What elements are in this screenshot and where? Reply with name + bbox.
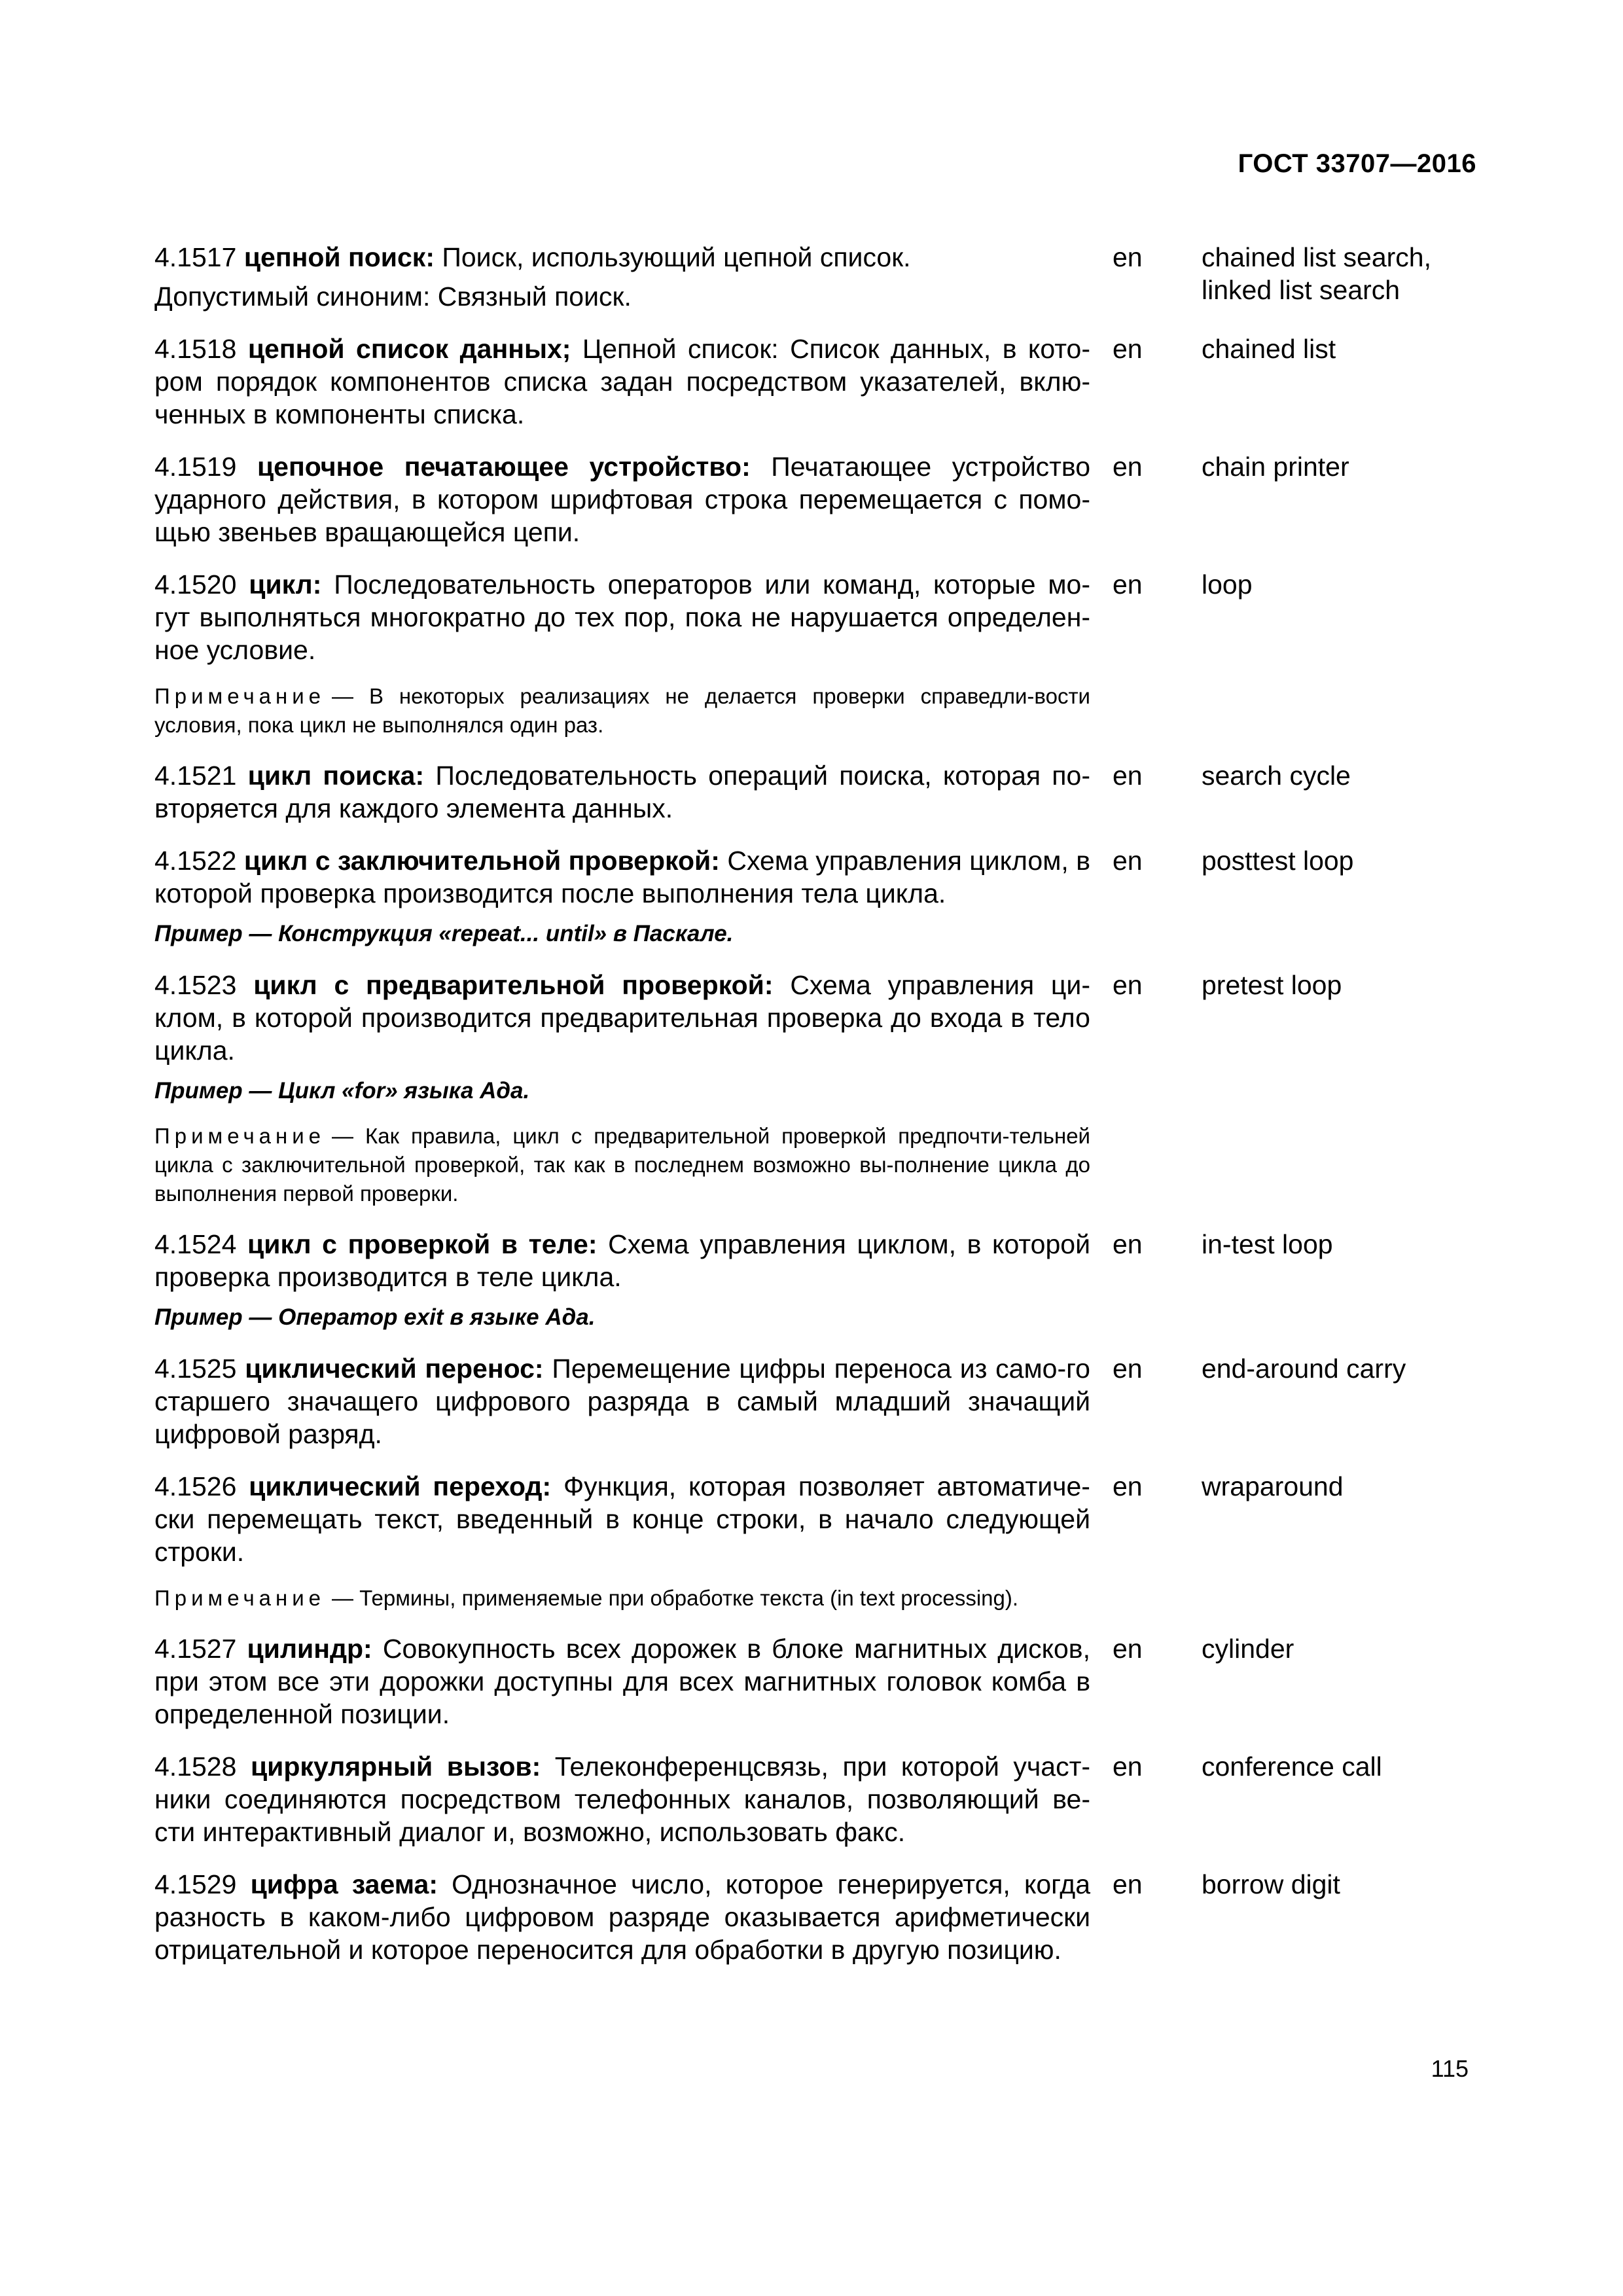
english-equivalent: chain printer [1202, 452, 1349, 482]
term-example: Пример — Цикл «for» языка Ада. [154, 1078, 530, 1103]
language-code: en [1113, 452, 1143, 482]
term-definition: Схема управления ци-клом, в которой производится предварительная проверка до входа в тело цикла. [154, 970, 1090, 1066]
language-code: en [1113, 1229, 1143, 1259]
language-code: en [1113, 1634, 1143, 1664]
term-name: цикл с заключительной проверкой: [243, 846, 720, 876]
term-note [154, 1122, 1090, 1208]
term-example: Пример — Конструкция «repeat... until» в Паскале. [154, 921, 734, 946]
term-definition: Поиск, использующий цепной список. [442, 242, 911, 272]
english-equivalent: wraparound [1202, 1471, 1344, 1501]
term-number: 4.1525 [154, 1354, 237, 1384]
term-paragraph [154, 969, 1090, 1067]
term-number: 4.1528 [154, 1751, 237, 1782]
russian-column [154, 1228, 1090, 1333]
term-name: циркулярный вызов: [250, 1751, 541, 1782]
term-entry [154, 969, 1489, 1208]
term-name: цикл с предварительной проверкой: [253, 970, 774, 1000]
note-text: — Термины, применяемые при обработке текста (in text processing). [332, 1586, 1019, 1610]
term-synonym: Допустимый синоним: Связный поиск. [154, 281, 632, 312]
term-example: Пример — Оператор exit в языке Ада. [154, 1304, 596, 1330]
term-number: 4.1517 [154, 242, 237, 272]
russian-column [154, 450, 1090, 548]
term-entry [154, 241, 1489, 313]
term-paragraph [154, 450, 1090, 548]
language-code: en [1113, 1354, 1143, 1384]
term-entry [154, 1868, 1489, 1966]
term-paragraph [154, 844, 1090, 910]
term-definition: Цепной список: Список данных, в кото-ром порядок компонентов списка задан посредством указателей, вклю-ченных в компоненты списка. [154, 334, 1090, 429]
term-name: цепочное печатающее устройство: [257, 452, 751, 482]
term-number: 4.1520 [154, 569, 237, 600]
language-code: en [1113, 1869, 1143, 1899]
english-equivalent: pretest loop [1202, 970, 1342, 1000]
term-definition: Схема управления циклом, в которой проверка производится в теле цикла. [154, 1229, 1090, 1292]
english-equivalent: loop [1202, 569, 1253, 600]
term-number: 4.1529 [154, 1869, 237, 1899]
term-paragraph [154, 568, 1090, 666]
russian-column [154, 1750, 1090, 1848]
russian-column [154, 1470, 1090, 1613]
term-entry [154, 844, 1489, 949]
english-equivalent: chained list [1202, 334, 1336, 364]
note-label: Примечание [154, 1586, 326, 1610]
term-paragraph [154, 1868, 1090, 1966]
language-code: en [1113, 242, 1143, 272]
term-paragraph [154, 1632, 1090, 1731]
term-entry [154, 1352, 1489, 1450]
russian-column [154, 969, 1090, 1208]
term-definition: Схема управления циклом, в которой проверка производится после выполнения тела цикла. [154, 846, 1090, 908]
term-number: 4.1519 [154, 452, 237, 482]
term-entry [154, 1632, 1489, 1731]
term-list [154, 241, 1489, 1986]
term-number: 4.1523 [154, 970, 237, 1000]
russian-column [154, 568, 1090, 740]
term-number: 4.1522 [154, 846, 237, 876]
term-name: цикл с проверкой в теле: [247, 1229, 597, 1259]
term-definition: Печатающее устройство ударного действия, в котором шрифтовая строка перемещается с помо-щью звеньев вращающейся цепи. [154, 452, 1090, 547]
page-number: 115 [1431, 2055, 1469, 2082]
term-paragraph [154, 332, 1090, 431]
russian-column [154, 1632, 1090, 1731]
language-code: en [1113, 569, 1143, 600]
term-paragraph [154, 1228, 1090, 1293]
term-number: 4.1527 [154, 1634, 237, 1664]
russian-column [154, 759, 1090, 825]
term-note [154, 682, 1090, 740]
note-text: — В некоторых реализациях не делается проверки справедли-вости условия, пока цикл не выполнялся один раз. [154, 684, 1090, 737]
english-equivalent: search cycle [1202, 761, 1351, 791]
term-definition: Однозначное число, которое генерируется, когда разность в каком-либо цифровом разряде оказывается арифметически отрицательной и которое переносится для обработки в другую позицию. [154, 1869, 1090, 1965]
language-code: en [1113, 1471, 1143, 1501]
language-code: en [1113, 761, 1143, 791]
document-header: ГОСТ 33707—2016 [1238, 149, 1476, 178]
english-equivalent: conference call [1202, 1751, 1382, 1782]
term-paragraph [154, 1470, 1090, 1568]
term-name: цикл поиска: [247, 761, 425, 791]
english-equivalent: in-test loop [1202, 1229, 1333, 1259]
term-number: 4.1521 [154, 761, 237, 791]
term-entry [154, 1750, 1489, 1848]
term-entry [154, 1470, 1489, 1613]
russian-column [154, 332, 1090, 431]
note-label: Примечание [154, 684, 326, 708]
language-code: en [1113, 1751, 1143, 1782]
term-definition: Функция, которая позволяет автоматиче-ски перемещать текст, введенный в конце строки, в начало следующей строки. [154, 1471, 1090, 1567]
language-code: en [1113, 846, 1143, 876]
term-definition: Последовательность операторов или команд, которые мо-гут выполняться многократно до тех пор, пока не нарушается определен-ное условие. [154, 569, 1090, 665]
term-name: цифра заема: [250, 1869, 438, 1899]
english-equivalent: cylinder [1202, 1634, 1294, 1664]
term-name: циклический перенос: [245, 1354, 544, 1384]
term-entry [154, 568, 1489, 740]
term-name: цепной поиск: [243, 242, 435, 272]
english-equivalent: posttest loop [1202, 846, 1354, 876]
term-definition: Совокупность всех дорожек в блоке магнитных дисков, при этом все эти дорожки доступны для всех магнитных головок комба в определенной позиции. [154, 1634, 1090, 1729]
term-paragraph [154, 241, 1090, 274]
term-name: цилиндр: [247, 1634, 372, 1664]
term-entry [154, 759, 1489, 825]
term-entry [154, 1228, 1489, 1333]
term-definition: Перемещение цифры переноса из само-го старшего значащего цифрового разряда в самый младший значащий цифровой разряд. [154, 1354, 1090, 1449]
note-text: — Как правила, цикл с предварительной проверкой предпочти-тельней цикла с заключительной проверкой, так как в последнем возможно вы-полнение цикла до выполнения первой проверки. [154, 1124, 1090, 1206]
term-entry [154, 332, 1489, 431]
term-note [154, 1584, 1090, 1613]
term-definition: Телеконференцсвязь, при которой участ-ники соединяются посредством телефонных каналов, позволяющий ве-сти интерактивный диалог и, возможно, использовать факс. [154, 1751, 1090, 1847]
term-name: циклический переход: [249, 1471, 552, 1501]
language-code: en [1113, 970, 1143, 1000]
term-definition: Последовательность операций поиска, которая по-вторяется для каждого элемента данных. [154, 761, 1090, 823]
term-number: 4.1524 [154, 1229, 237, 1259]
term-paragraph [154, 1750, 1090, 1848]
language-code: en [1113, 334, 1143, 364]
russian-column [154, 241, 1090, 313]
note-label: Примечание [154, 1124, 326, 1148]
term-number: 4.1526 [154, 1471, 237, 1501]
russian-column [154, 844, 1090, 949]
english-equivalent: borrow digit [1202, 1869, 1340, 1899]
term-paragraph [154, 1352, 1090, 1450]
term-name: цикл: [249, 569, 322, 600]
english-equivalent: end-around carry [1202, 1354, 1406, 1384]
term-number: 4.1518 [154, 334, 237, 364]
russian-column [154, 1352, 1090, 1450]
english-equivalent: chained list search, linked list search [1202, 242, 1431, 305]
term-entry [154, 450, 1489, 548]
term-name: цепной список данных; [247, 334, 571, 364]
russian-column [154, 1868, 1090, 1966]
term-paragraph [154, 759, 1090, 825]
